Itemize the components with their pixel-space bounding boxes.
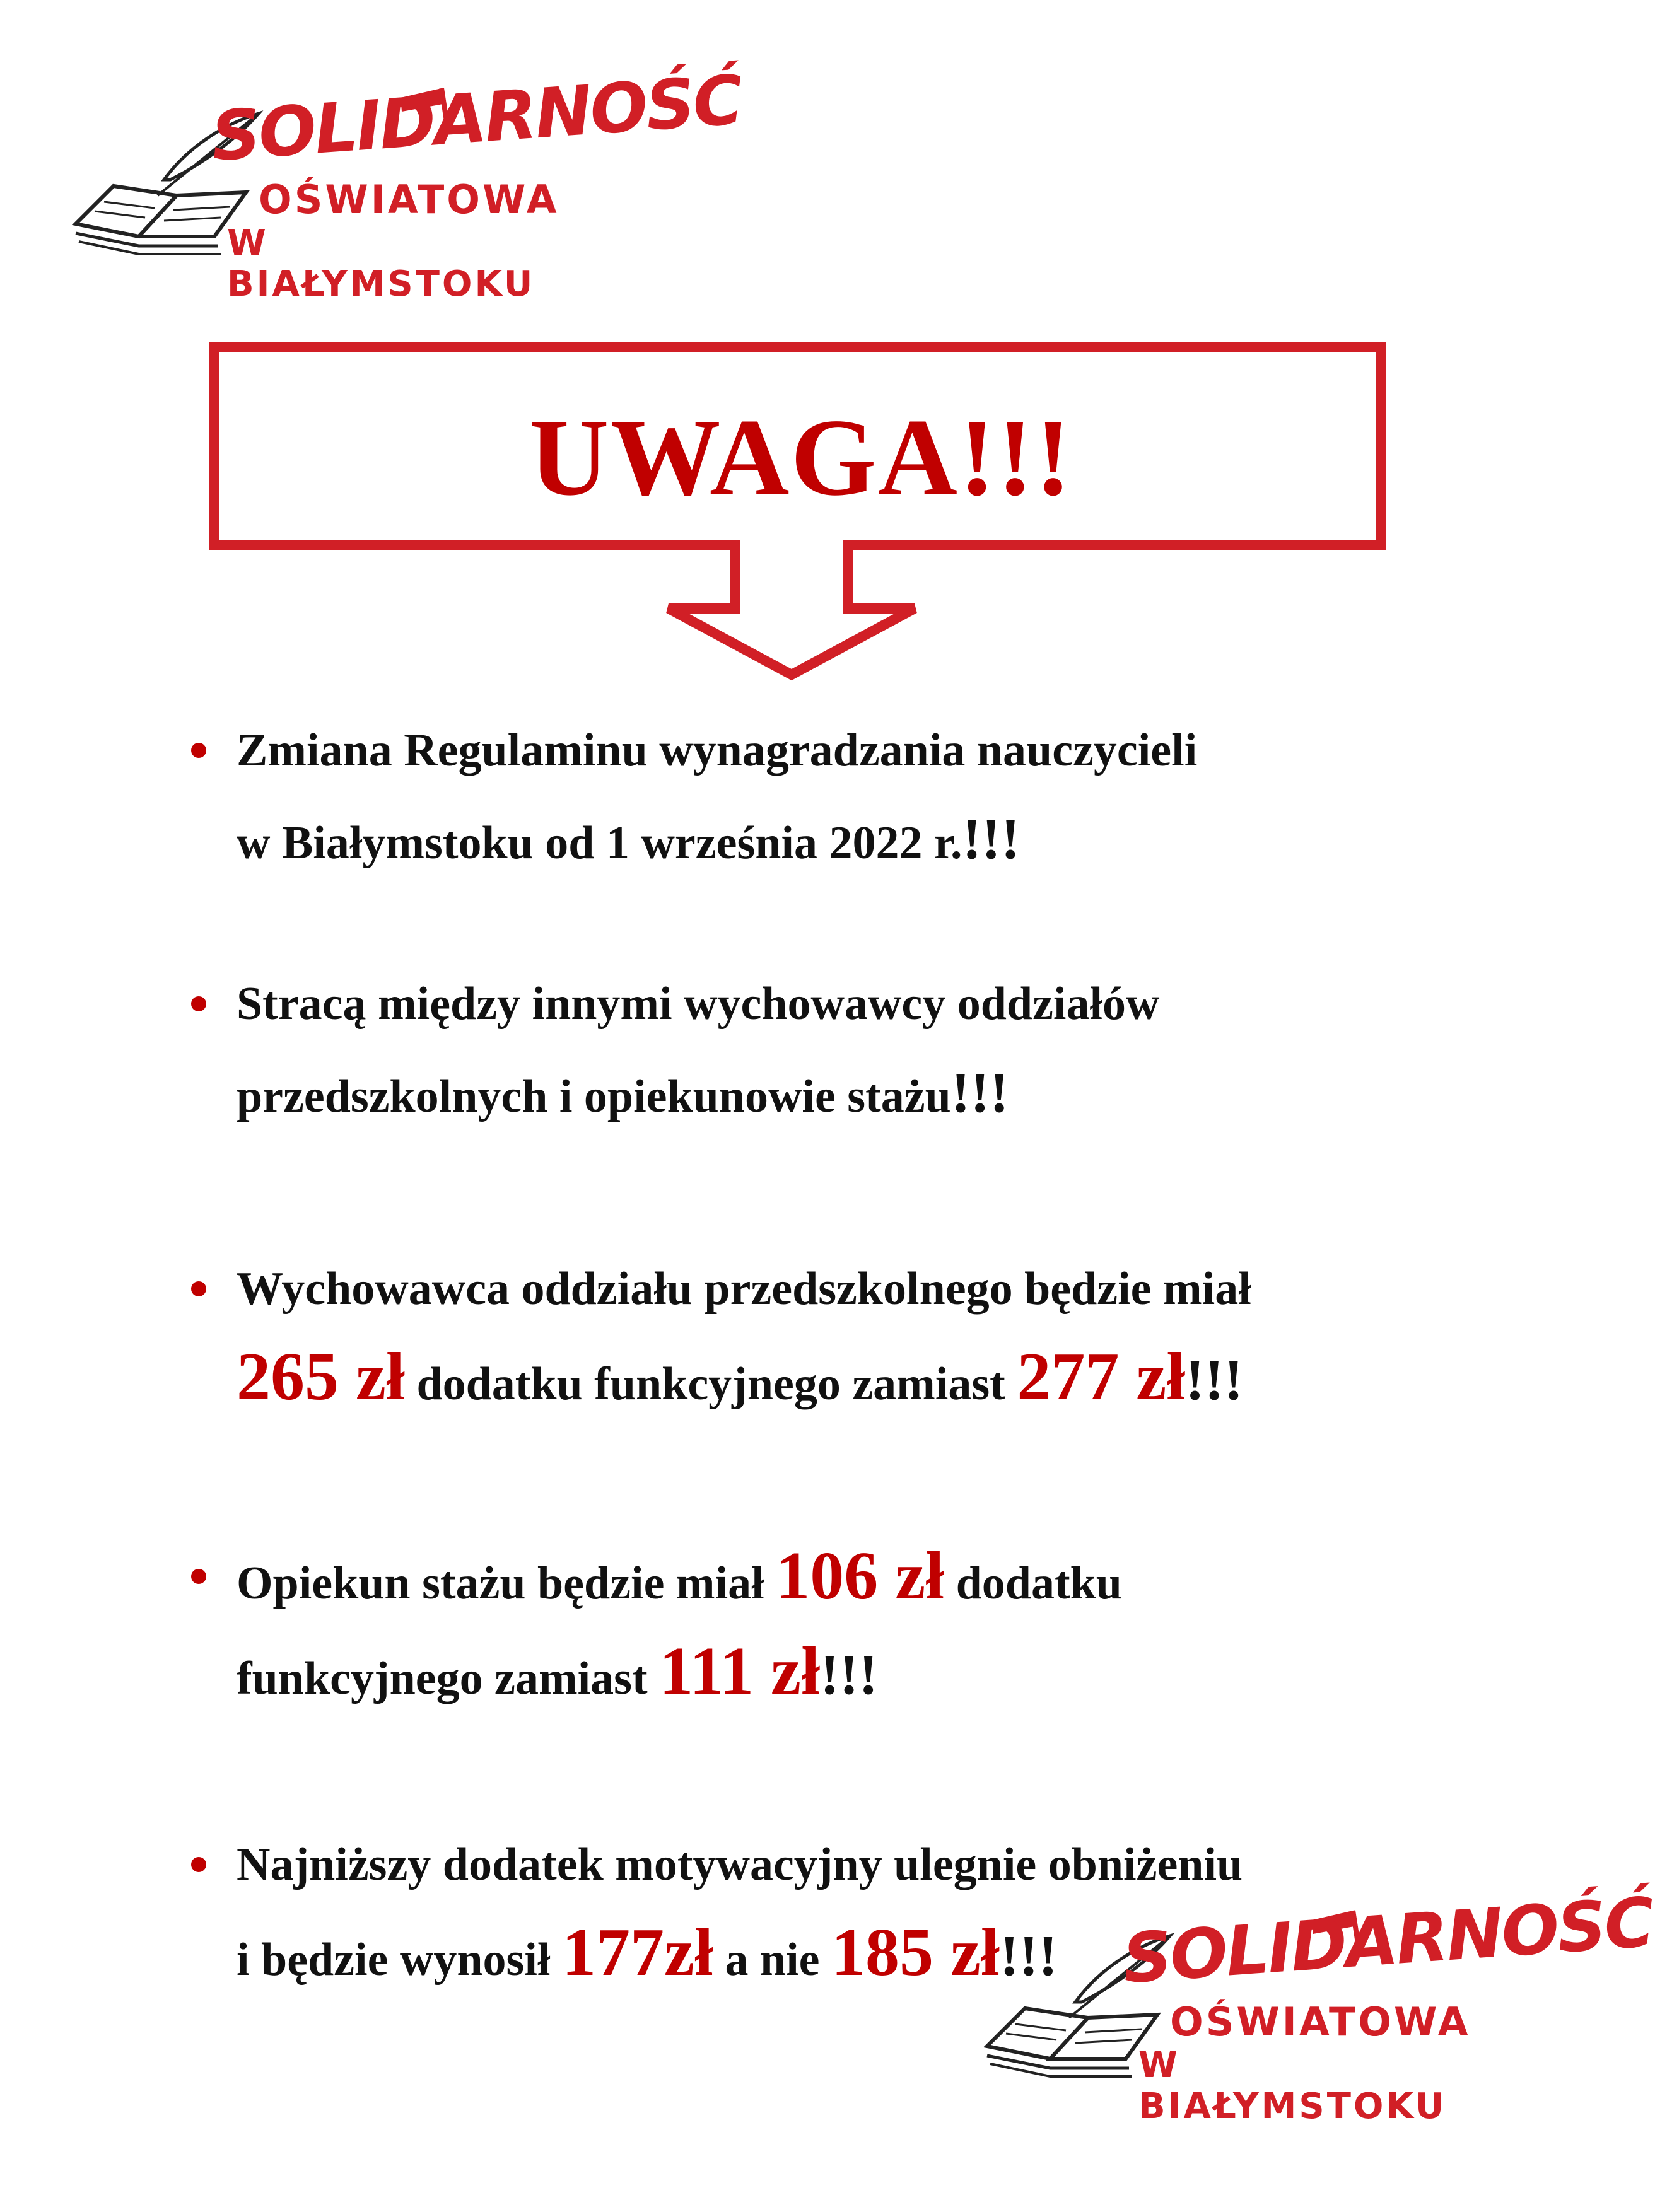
exclamation: !!! (820, 1642, 879, 1706)
amount-old: 277 zł (1017, 1339, 1186, 1414)
item-text: dodatku (944, 1557, 1122, 1609)
item-text: w Białymstoku od 1 września 2022 r. (237, 817, 962, 869)
item-text: Wychowawca oddziału przedszkolnego będzie miał (237, 1263, 1251, 1315)
amount-new: 177zł (561, 1915, 713, 1990)
logo-brand: SOLIDARNOŚĆ (1120, 1883, 1655, 1999)
logo-city: W BIAŁYMSTOKU (227, 223, 535, 305)
list-item (186, 1245, 1479, 1428)
item-text: Stracą między innymi wychowawcy oddziałów (237, 978, 1160, 1030)
item-text: Najniższy dodatek motywacyjny ulegnie obniżeniu (237, 1839, 1243, 1890)
bullet-icon (191, 1857, 206, 1872)
bullet-icon (191, 743, 206, 758)
bullet-icon (191, 996, 206, 1011)
logo-brand: SOLIDARNOŚĆ (209, 61, 744, 177)
bullet-icon (191, 1281, 206, 1296)
list-item (186, 706, 1479, 887)
amount-new: 106 zł (776, 1539, 945, 1614)
item-text: Opiekun stażu będzie miał (237, 1557, 776, 1609)
item-text: i będzie wynosił (237, 1934, 562, 1986)
exclamation: !!! (962, 806, 1020, 871)
logo-subtitle: OŚWIATOWA (1170, 1999, 1471, 2045)
headline: UWAGA!!! (529, 396, 1073, 518)
amount-old: 111 zł (659, 1634, 821, 1709)
exclamation: !!! (950, 1060, 1009, 1124)
bullet-list (186, 706, 1479, 2004)
item-text: funkcyjnego zamiast (237, 1653, 660, 1704)
logo-top (69, 61, 744, 305)
logo-city: W BIAŁYMSTOKU (1138, 2045, 1447, 2127)
exclamation: !!! (999, 1923, 1058, 1988)
item-text: dodatku funkcyjnego zamiast (404, 1358, 1017, 1410)
amount-new: 265 zł (237, 1339, 405, 1414)
item-text: a nie (713, 1934, 831, 1986)
list-item (186, 1532, 1479, 1723)
logo-bottom (981, 1883, 1655, 2127)
exclamation: !!! (1185, 1348, 1244, 1412)
headline-callout (208, 341, 1406, 694)
list-item (186, 960, 1479, 1141)
logo-subtitle: OŚWIATOWA (259, 177, 559, 223)
item-text: przedszkolnych i opiekunowie stażu (237, 1071, 951, 1122)
bullet-icon (191, 1569, 206, 1584)
item-text: Zmiana Regulaminu wynagradzania nauczycieli (237, 725, 1198, 776)
amount-old: 185 zł (831, 1915, 1000, 1990)
